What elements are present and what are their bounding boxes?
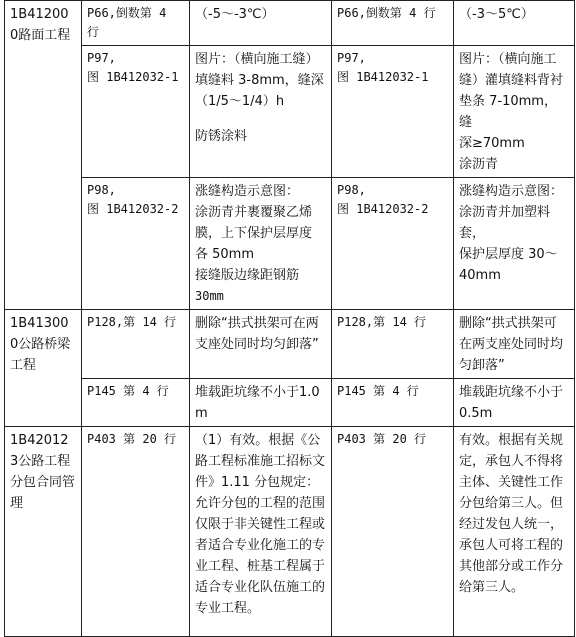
page-ref-cell-revised: P145 第 4 行 xyxy=(332,379,454,427)
table-row xyxy=(5,178,575,310)
original-text-cell: （1）有效。根据《公路工程标准施工招标文件》1.11 分包规定：允许分包的工程的范围仅限于非关键性工程或者适合专业化施工的专业工程、桩基工程属于适合专业化队伍施工的专业工程。 xyxy=(190,427,332,637)
original-text-cell xyxy=(190,178,332,310)
page-ref-cell: P403 第 20 行 xyxy=(82,427,190,637)
original-text-cell: 删除“拱式拱架可在两支座处同时均匀卸落” xyxy=(190,310,332,379)
page-ref-cell: P98, 图 1B412032-2 xyxy=(82,178,190,310)
text-line: 填缝料 3-8mm，缝深 xyxy=(195,73,324,88)
page-ref-cell: P145 第 4 行 xyxy=(82,379,190,427)
original-text-cell: （-5～-3℃） xyxy=(190,1,332,46)
page-ref-cell-revised: P403 第 20 行 xyxy=(332,427,454,637)
revised-text-cell xyxy=(454,178,575,310)
text-line: 防锈涂料 xyxy=(195,129,248,144)
text-line: 30mm xyxy=(195,289,224,303)
table-row xyxy=(5,379,575,427)
page-ref-cell: P128,第 14 行 xyxy=(82,310,190,379)
page-ref-cell-revised: P128,第 14 行 xyxy=(332,310,454,379)
text-line: 套， xyxy=(459,226,486,241)
page-ref-cell: P97, 图 1B412032-1 xyxy=(82,46,190,178)
revised-text-cell: 有效。根据有关规定，承包人不得将主体、关键性工作分包给第三人。但经过发包人统一，承包人可将工程的其他部分或工作分给第三人。 xyxy=(454,427,575,637)
section-code-cell: 1B413000公路桥梁工程 xyxy=(5,310,82,427)
original-text-cell: 堆载距坑缘不小于1.0m xyxy=(190,379,332,427)
text-line: 深≥70mm xyxy=(459,136,525,151)
page-ref-cell-revised: P97, 图 1B412032-1 xyxy=(332,46,454,178)
text-line: 图片：（横向施工缝） xyxy=(195,52,319,67)
text-line: （1/5～1/4）h xyxy=(195,94,285,109)
text-line: 涂沥青并加塑料 xyxy=(459,205,551,220)
page-ref-cell: P66,倒数第 4 行 xyxy=(82,1,190,46)
text-line: 40mm xyxy=(459,268,501,283)
table-row xyxy=(5,1,575,46)
revised-text-cell: （-3～5℃） xyxy=(454,1,575,46)
revised-text-cell xyxy=(454,46,575,178)
text-line: 图片：（横向施工 xyxy=(459,52,557,67)
text-line: 涨缝构造示意图： xyxy=(459,184,564,199)
text-line: 保护层厚度 30～ xyxy=(459,247,558,262)
page-ref-cell-revised: P66,倒数第 4 行 xyxy=(332,1,454,46)
table-row xyxy=(5,427,575,637)
text-line: 涂沥青 xyxy=(459,157,499,172)
text-line: 涂沥青并裹覆聚乙烯 xyxy=(195,205,313,220)
text-line: 涨缝构造示意图： xyxy=(195,184,300,199)
table-row xyxy=(5,46,575,178)
text-line: 膜，上下保护层厚度 xyxy=(195,226,313,241)
original-text-cell xyxy=(190,46,332,178)
text-line: 垫条 7-10mm，缝 xyxy=(459,94,557,130)
text-line: 缝）灌填缝料背衬 xyxy=(459,73,564,88)
page-ref-cell-revised: P98, 图 1B412032-2 xyxy=(332,178,454,310)
errata-table xyxy=(4,0,575,637)
section-code-cell: 1B412000路面工程 xyxy=(5,1,82,310)
revised-text-cell: 删除“拱式拱架可在两支座处同时均匀卸落” xyxy=(454,310,575,379)
text-line: 接缝版边缘距钢筋 xyxy=(195,268,300,283)
text-line: 各 50mm xyxy=(195,247,255,262)
table-row xyxy=(5,310,575,379)
revised-text-cell: 堆载距坑缘不小于 0.5m xyxy=(454,379,575,427)
section-code-cell: 1B420123公路工程分包合同管理 xyxy=(5,427,82,637)
